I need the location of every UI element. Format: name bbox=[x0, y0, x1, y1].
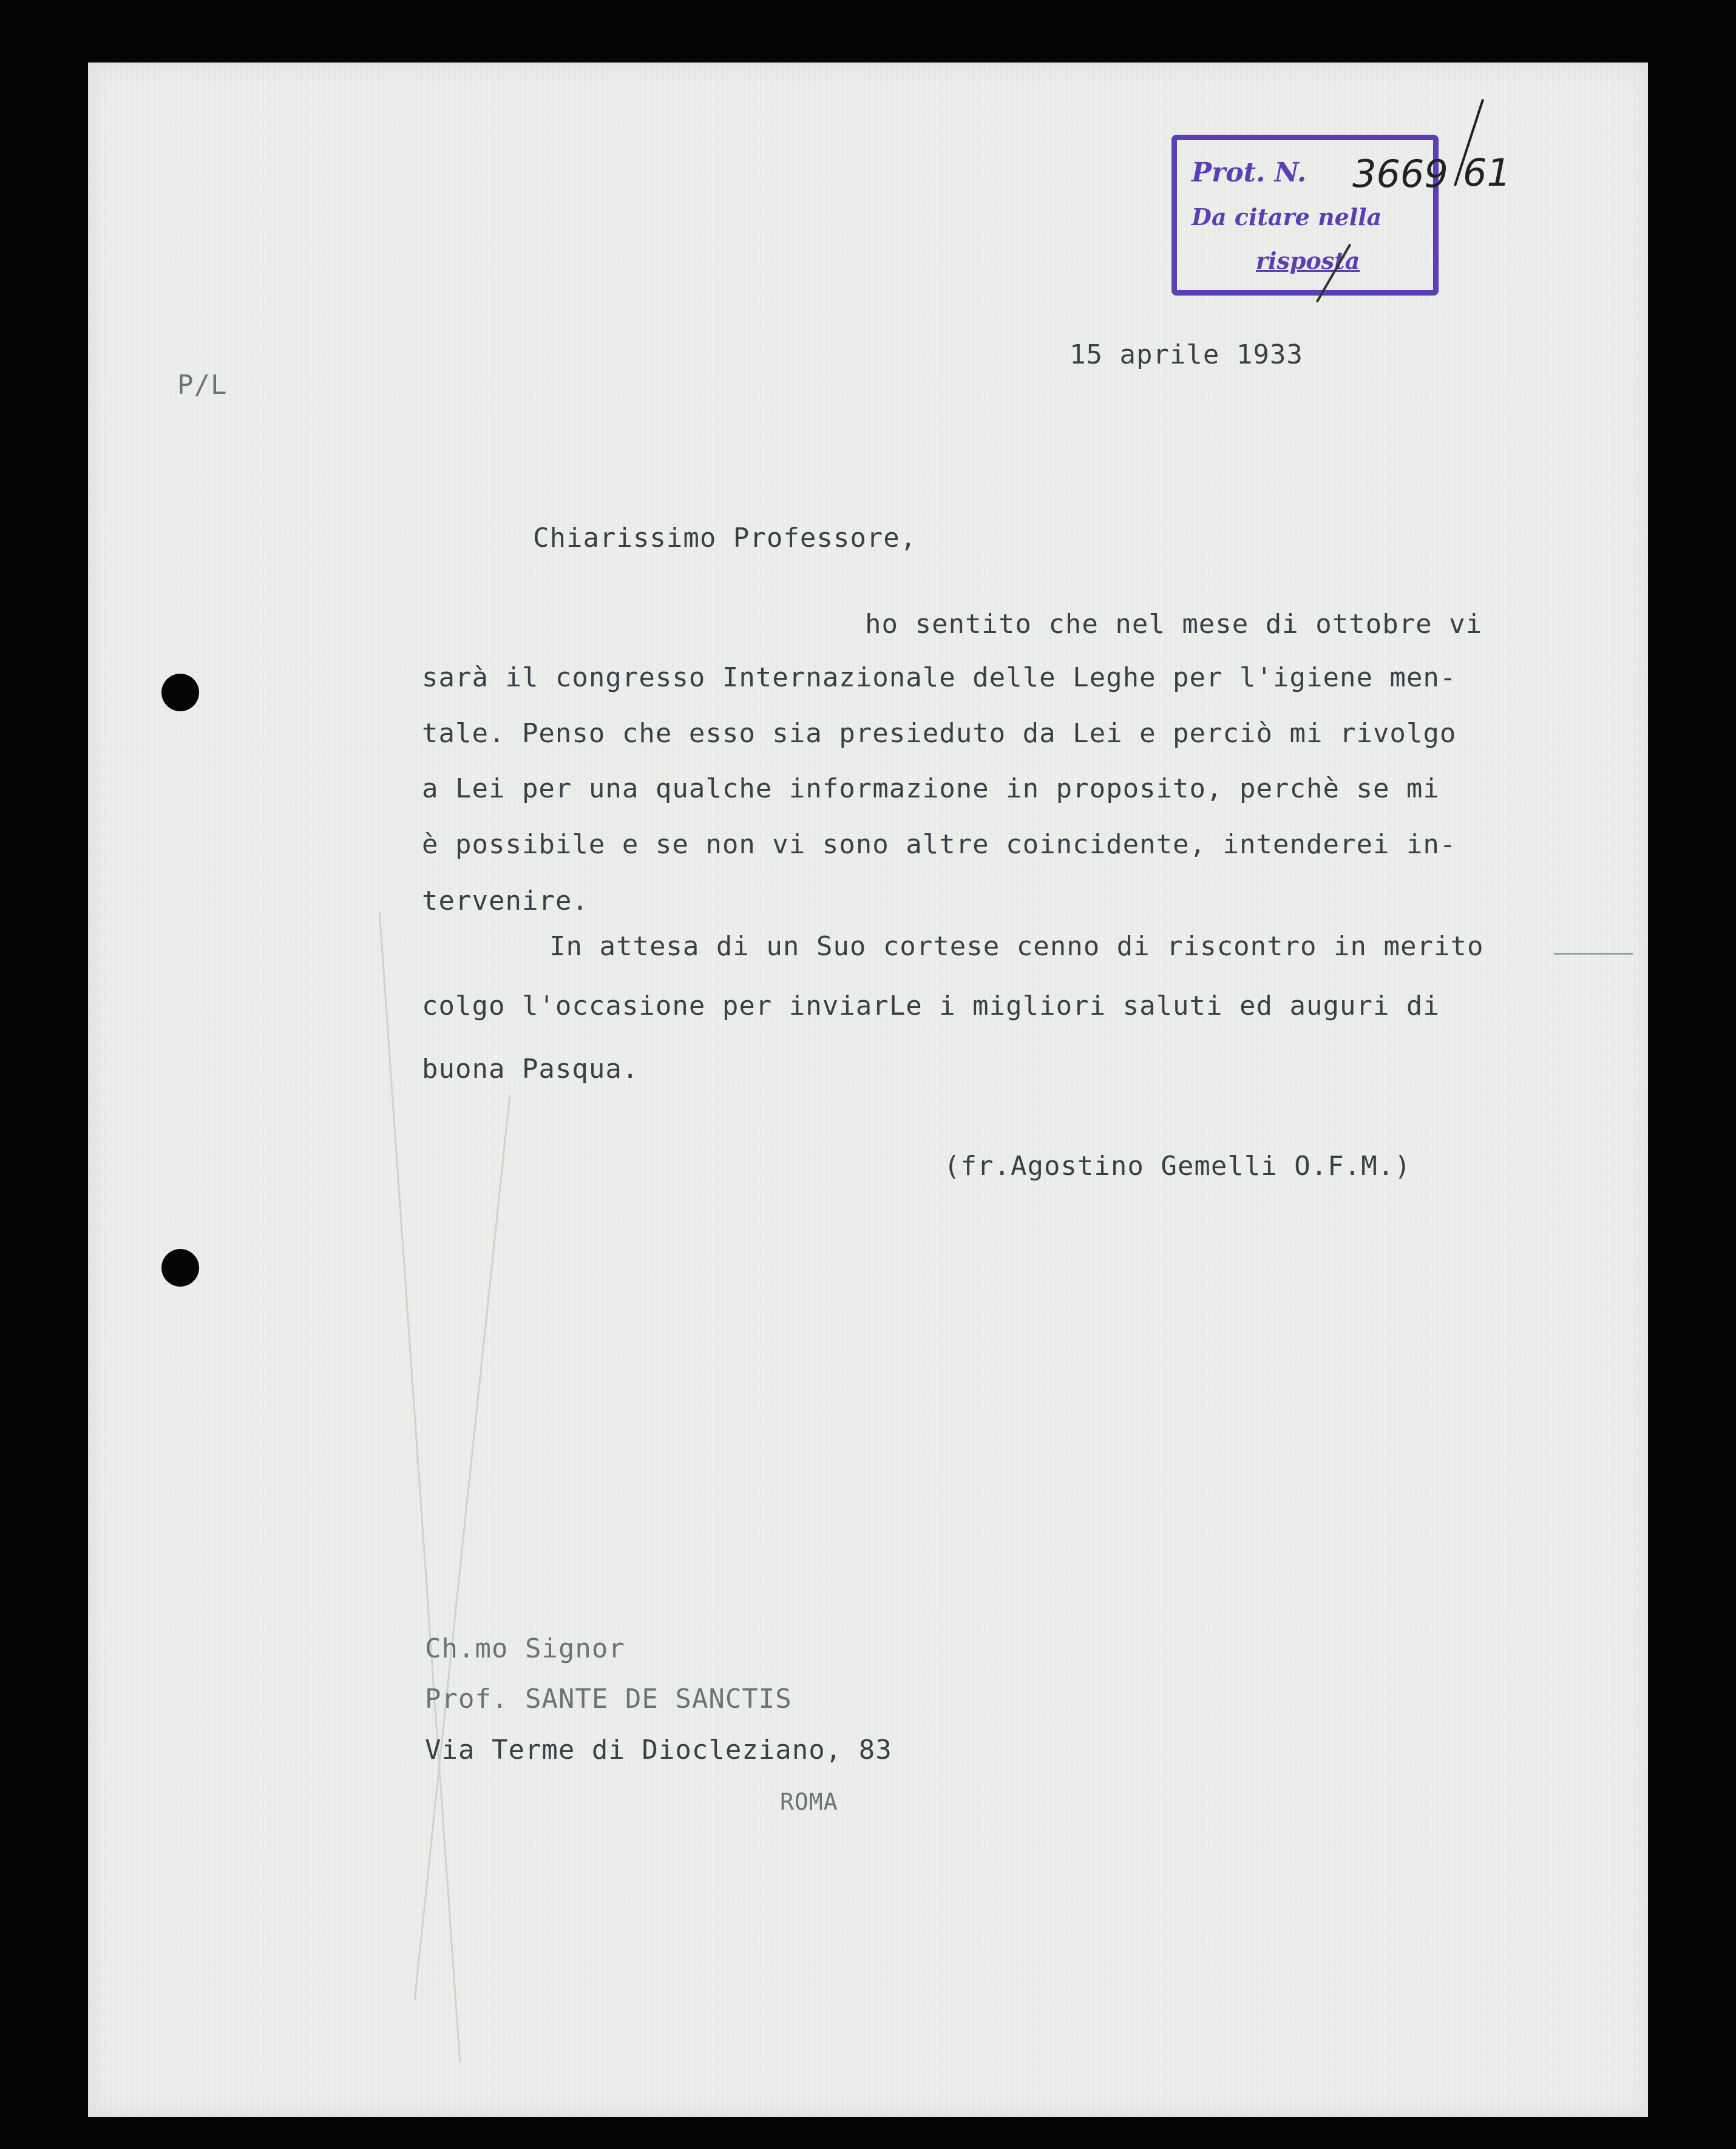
protocol-number: 3669 bbox=[1352, 152, 1448, 196]
recipient-city: ROMA bbox=[780, 1789, 838, 1815]
body-line: è possibile e se non vi sono altre coincidente, intenderei in- bbox=[422, 829, 1457, 860]
signature: (fr.Agostino Gemelli O.F.M.) bbox=[944, 1151, 1411, 1182]
punch-hole-top bbox=[161, 674, 199, 711]
body-line: ho sentito che nel mese di ottobre vi bbox=[865, 609, 1483, 640]
letter-sheet bbox=[88, 63, 1648, 2117]
body-line: a Lei per una qualche informazione in proposito, perchè se mi bbox=[422, 773, 1440, 804]
fold-mark bbox=[1554, 953, 1633, 955]
reference-code: P/L bbox=[177, 370, 228, 401]
recipient-line: Ch.mo Signor bbox=[425, 1633, 625, 1664]
salutation: Chiarissimo Professore, bbox=[533, 523, 917, 553]
punch-hole-bottom bbox=[161, 1249, 199, 1287]
body-line: In attesa di un Suo cortese cenno di riscontro in merito bbox=[549, 931, 1484, 962]
body-line: buona Pasqua. bbox=[422, 1054, 639, 1085]
protocol-suffix: 61 bbox=[1463, 151, 1511, 195]
body-line: tervenire. bbox=[422, 885, 589, 916]
recipient-line: Prof. SANTE DE SANCTIS bbox=[425, 1684, 792, 1714]
recipient-line: Via Terme di Diocleziano, 83 bbox=[425, 1734, 892, 1765]
letter-date: 15 aprile 1933 bbox=[1070, 339, 1303, 370]
body-line: tale. Penso che esso sia presieduto da Lei e perciò mi rivolgo bbox=[422, 718, 1457, 749]
stamp-citation-note: Da citare nella bbox=[1192, 203, 1382, 231]
stamp-reply-note: risposta bbox=[1256, 247, 1360, 274]
body-line: sarà il congresso Internazionale delle Leghe per l'igiene men- bbox=[422, 662, 1457, 693]
body-line: colgo l'occasione per inviarLe i migliori saluti ed auguri di bbox=[422, 990, 1440, 1021]
stamp-protocol-label: Prot. N. bbox=[1192, 157, 1307, 188]
